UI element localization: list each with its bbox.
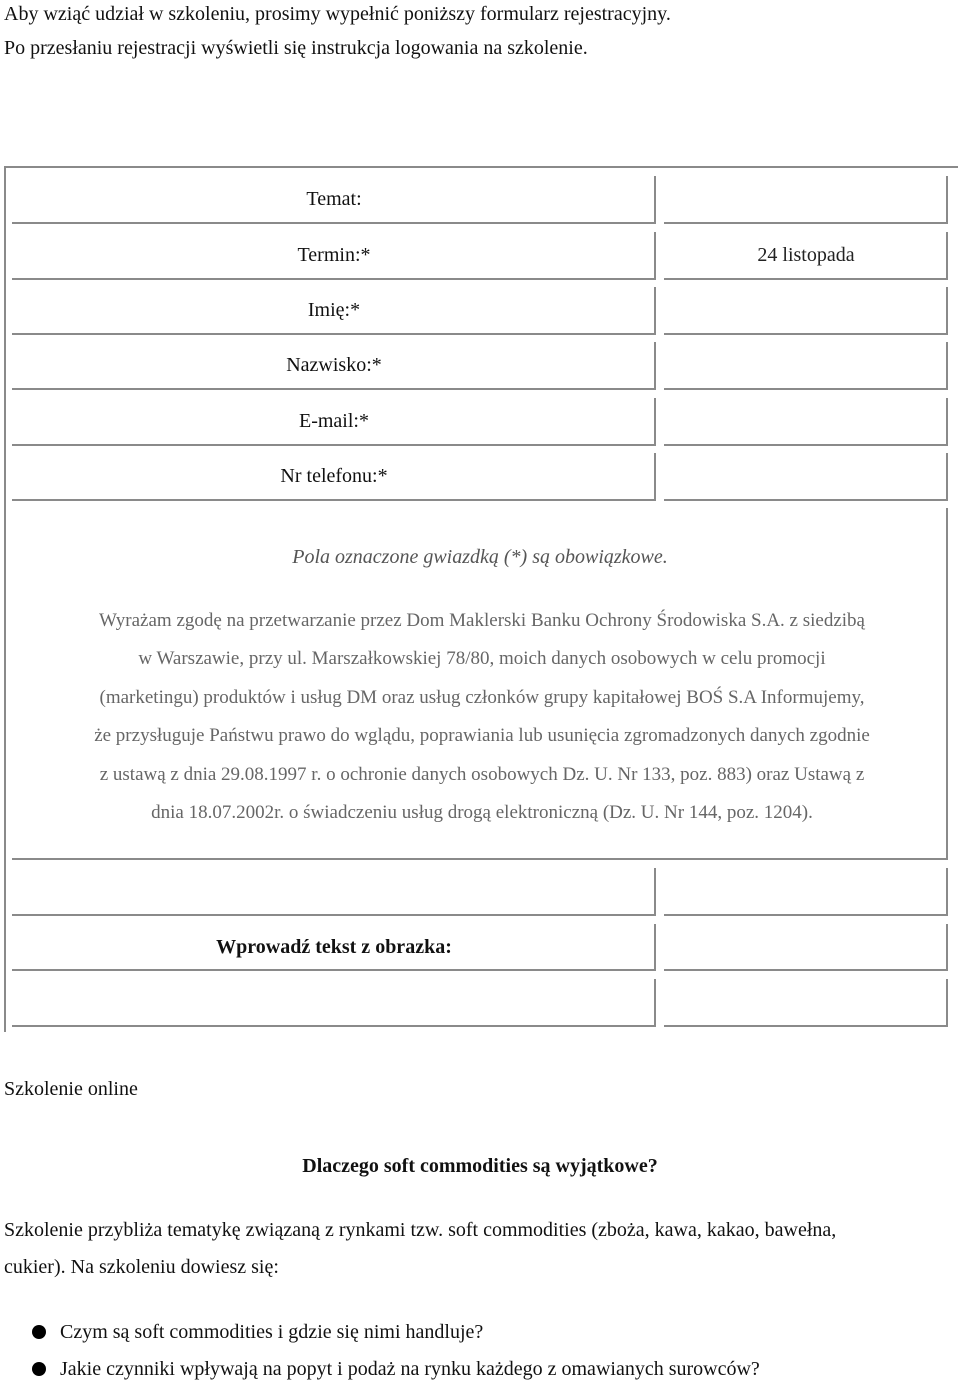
field-input-nazwisko[interactable]	[664, 353, 948, 377]
section-title: Szkolenie online	[4, 1078, 138, 1100]
bullet-icon	[32, 1325, 46, 1339]
table-left-border	[4, 166, 6, 1032]
field-input-imie[interactable]	[664, 298, 948, 322]
field-value-termin[interactable]: 24 listopada	[757, 244, 855, 266]
intro-line-2: Po przesłaniu rejestracji wyświetli się instrukcja logowania na szkolenie.	[4, 37, 588, 59]
list-item: Czym są soft commodities i gdzie się nimi handluje?	[60, 1321, 484, 1343]
article-heading: Dlaczego soft commodities są wyjątkowe?	[302, 1155, 658, 1177]
captcha-label: Wprowadź tekst z obrazka:	[216, 936, 452, 958]
field-input-email[interactable]	[664, 409, 948, 433]
field-label-imie: Imię:*	[307, 299, 361, 321]
list-item: Jakie czynniki wpływają na popyt i podaż na rynku każdego z omawianych surowców?	[60, 1358, 760, 1380]
bullet-icon	[32, 1362, 46, 1376]
intro-line-1: Aby wziąć udział w szkoleniu, prosimy wypełnić poniższy formularz rejestracyjny.	[4, 3, 671, 25]
field-label-telefon: Nr telefonu:*	[280, 465, 388, 487]
article-paragraph-line-2: cukier). Na szkoleniu dowiesz się:	[4, 1256, 279, 1278]
required-fields-note: Pola oznaczone gwiazdką (*) są obowiązkowe.	[292, 546, 668, 568]
field-label-email: E-mail:*	[299, 410, 369, 432]
field-input-telefon[interactable]	[664, 464, 948, 488]
field-label-nazwisko: Nazwisko:*	[286, 354, 382, 376]
field-label-termin: Termin:*	[297, 244, 371, 266]
article-paragraph-line-1: Szkolenie przybliża tematykę związaną z rynkami tzw. soft commodities (zboża, kawa, kakao, bawełna,	[4, 1219, 837, 1241]
empty-cell-right	[664, 880, 948, 904]
field-label-temat: Temat:	[306, 188, 362, 210]
table-top-border	[4, 166, 958, 168]
captcha-input[interactable]	[664, 990, 948, 1014]
